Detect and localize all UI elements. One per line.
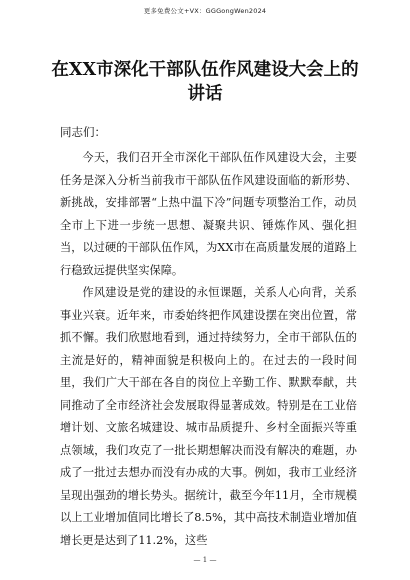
header-note: 更多免费公文+VX：GGGongWen2024 bbox=[143, 7, 267, 15]
title-line-1: 在XX市深化干部队伍作风建设大会上的 bbox=[51, 60, 359, 80]
paragraph: 今天，我们召开全市深化干部队伍作风建设大会，主要任务是深入分析当前我市干部队伍作风建设面临的新形势、新挑战，安排部署“上热中温下冷”问题专项整治工作，动员全市上下进一步统一思想、凝聚共识、锤炼作风、强化担当，以过硬的干部队伍作风，为XX市在高质量发展的道路上行稳致远提供坚实保障。 bbox=[60, 151, 357, 277]
body-text bbox=[60, 147, 357, 552]
title-line-2: 讲话 bbox=[187, 84, 223, 104]
page-number: — 1 — bbox=[193, 556, 217, 564]
document-title bbox=[30, 58, 380, 106]
salutation: 同志们： bbox=[60, 125, 106, 139]
paragraph: 作风建设是党的建设的永恒课题，关系人心向背，关系事业兴衰。近年来，市委始终把作风建设摆在突出位置，常抓不懈。我们欣慰地看到，通过持续努力，全市干部队伍的主流是好的，精神面貌是积极向上的。在过去的一段时间里，我们广大干部在各自的岗位上辛勤工作、默默奉献，共同推动了全市经济社会发展取得显著成效。特别是在工业倍增计划、文旅名城建设、城市品质提升、乡村全面振兴等重点领域，我们攻克了一批长期想解决而没有解决的难题，办成了一批过去想办而没有办成的大事。例如，我市工业经济呈现出强劲的增长势头。据统计，截至今年11月，全市规模以上工业增加值同比增长了8.5%，其中高技术制造业增加值增长更是达到了11.2%，这些 bbox=[60, 286, 357, 547]
